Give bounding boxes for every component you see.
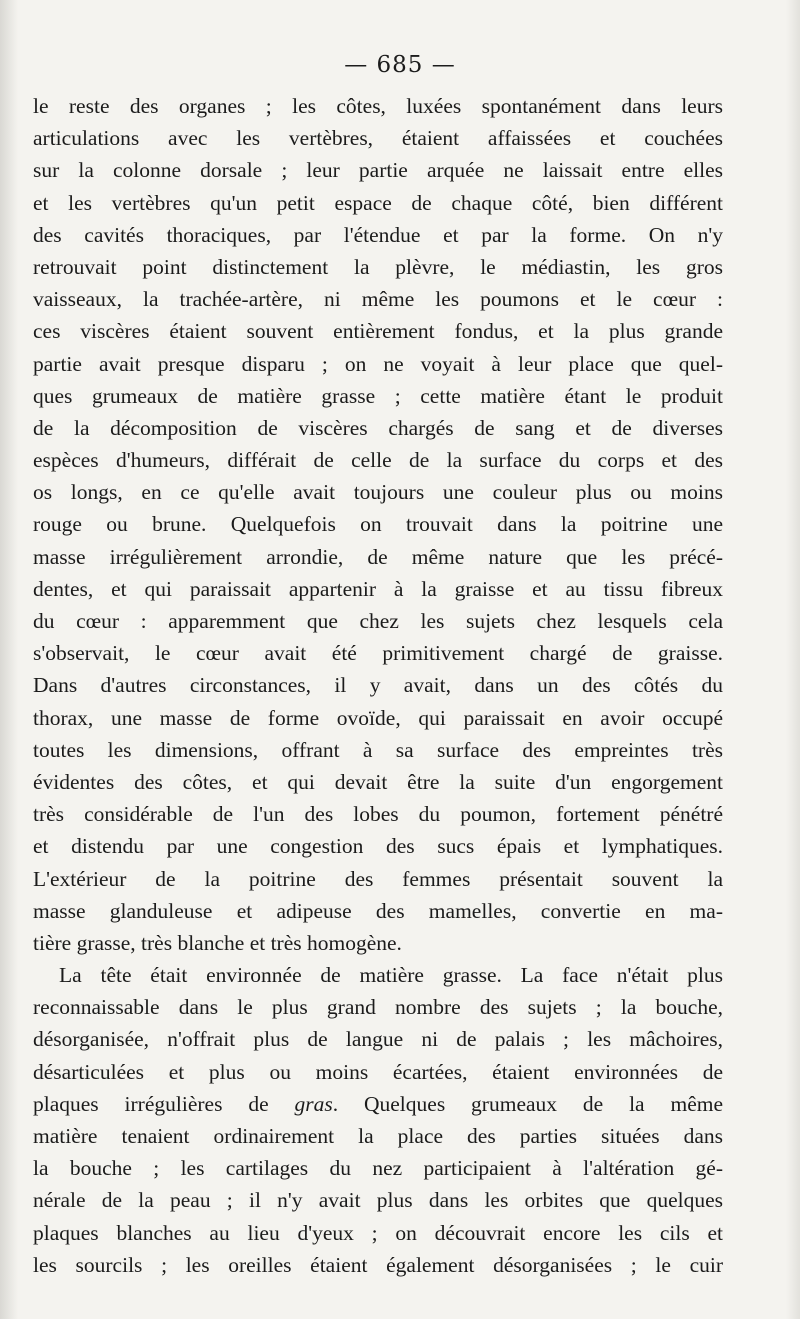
text-line: les sourcils ; les oreilles étaient également désorganisées ; le cuir [33, 1252, 723, 1277]
text-line: de la décomposition de viscères chargés de sang et de diverses [33, 415, 723, 440]
text-line: et les vertèbres qu'un petit espace de chaque côté, bien différent [33, 190, 723, 215]
text-line: matière tenaient ordinairement la place des parties situées dans [33, 1124, 723, 1148]
text-line-with-italic [33, 1088, 723, 1120]
text-line: sur la colonne dorsale ; leur partie arquée ne laissait entre elles [33, 158, 723, 183]
text-segment: plaques irrégulières de [33, 1091, 295, 1116]
scan-edge-shadow-right [786, 0, 800, 1319]
text-line: du cœur : apparemment que chez les sujets chez lesquels cela [33, 609, 723, 633]
body-text [33, 90, 723, 1281]
italic-term: gras [294, 1091, 333, 1116]
text-line: retrouvait point distinctement la plèvre, le médiastin, les gros [33, 254, 723, 279]
text-line: s'observait, le cœur avait été primitivement chargé de graisse. [33, 641, 723, 666]
text-line: partie avait presque disparu ; on ne voyait à leur place que quel- [33, 351, 723, 376]
text-line: espèces d'humeurs, différait de celle de la surface du corps et des [33, 448, 723, 473]
text-line: désarticulées et plus ou moins écartées, étaient environnées de [33, 1059, 723, 1084]
text-line: L'extérieur de la poitrine des femmes présentait souvent la [33, 866, 723, 891]
text-line: ques grumeaux de matière grasse ; cette matière étant le produit [33, 383, 723, 408]
text-line: évidentes des côtes, et qui devait être la suite d'un engorgement [33, 769, 723, 794]
text-line: os longs, en ce qu'elle avait toujours une couleur plus ou moins [33, 480, 723, 505]
text-line: reconnaissable dans le plus grand nombre des sujets ; la bouche, [33, 995, 723, 1020]
scan-edge-shadow-left [0, 0, 18, 1319]
paragraph-start-line: La tête était environnée de matière grasse. La face n'était plus [59, 963, 723, 988]
text-line: la bouche ; les cartilages du nez participaient à l'altération gé- [33, 1156, 723, 1181]
text-segment: . Quelques grumeaux de la même [332, 1091, 723, 1116]
text-line: masse glanduleuse et adipeuse des mamelles, convertie en ma- [33, 898, 723, 923]
text-line: articulations avec les vertèbres, étaient affaissées et couchées [33, 126, 723, 151]
text-line: le reste des organes ; les côtes, luxées spontanément dans leurs [33, 94, 723, 118]
text-line: ces viscères étaient souvent entièrement fondus, et la plus grande [33, 319, 723, 344]
text-line: nérale de la peau ; il n'y avait plus dans les orbites que quelques [33, 1188, 723, 1213]
text-line: toutes les dimensions, offrant à sa surface des empreintes très [33, 737, 723, 762]
text-line: thorax, une masse de forme ovoïde, qui paraissait en avoir occupé [33, 705, 723, 730]
page-number: — 685 — [344, 52, 456, 78]
text-line: et distendu par une congestion des sucs épais et lymphatiques. [33, 834, 723, 859]
text-line: très considérable de l'un des lobes du poumon, fortement pénétré [33, 802, 723, 827]
paragraph-end-line: tière grasse, très blanche et très homogène. [33, 930, 402, 955]
text-line: rouge ou brune. Quelquefois on trouvait dans la poitrine une [33, 512, 723, 537]
text-line: dentes, et qui paraissait appartenir à la graisse et au tissu fibreux [33, 576, 723, 601]
text-line: plaques blanches au lieu d'yeux ; on découvrait encore les cils et [33, 1220, 723, 1245]
text-line: des cavités thoraciques, par l'étendue et par la forme. On n'y [33, 222, 723, 247]
text-line: désorganisée, n'offrait plus de langue ni de palais ; les mâchoires, [33, 1027, 723, 1052]
text-line: masse irrégulièrement arrondie, de même nature que les précé- [33, 544, 723, 569]
text-line: Dans d'autres circonstances, il y avait, dans un des côtés du [33, 673, 723, 698]
text-line: vaisseaux, la trachée-artère, ni même les poumons et le cœur : [33, 287, 723, 312]
